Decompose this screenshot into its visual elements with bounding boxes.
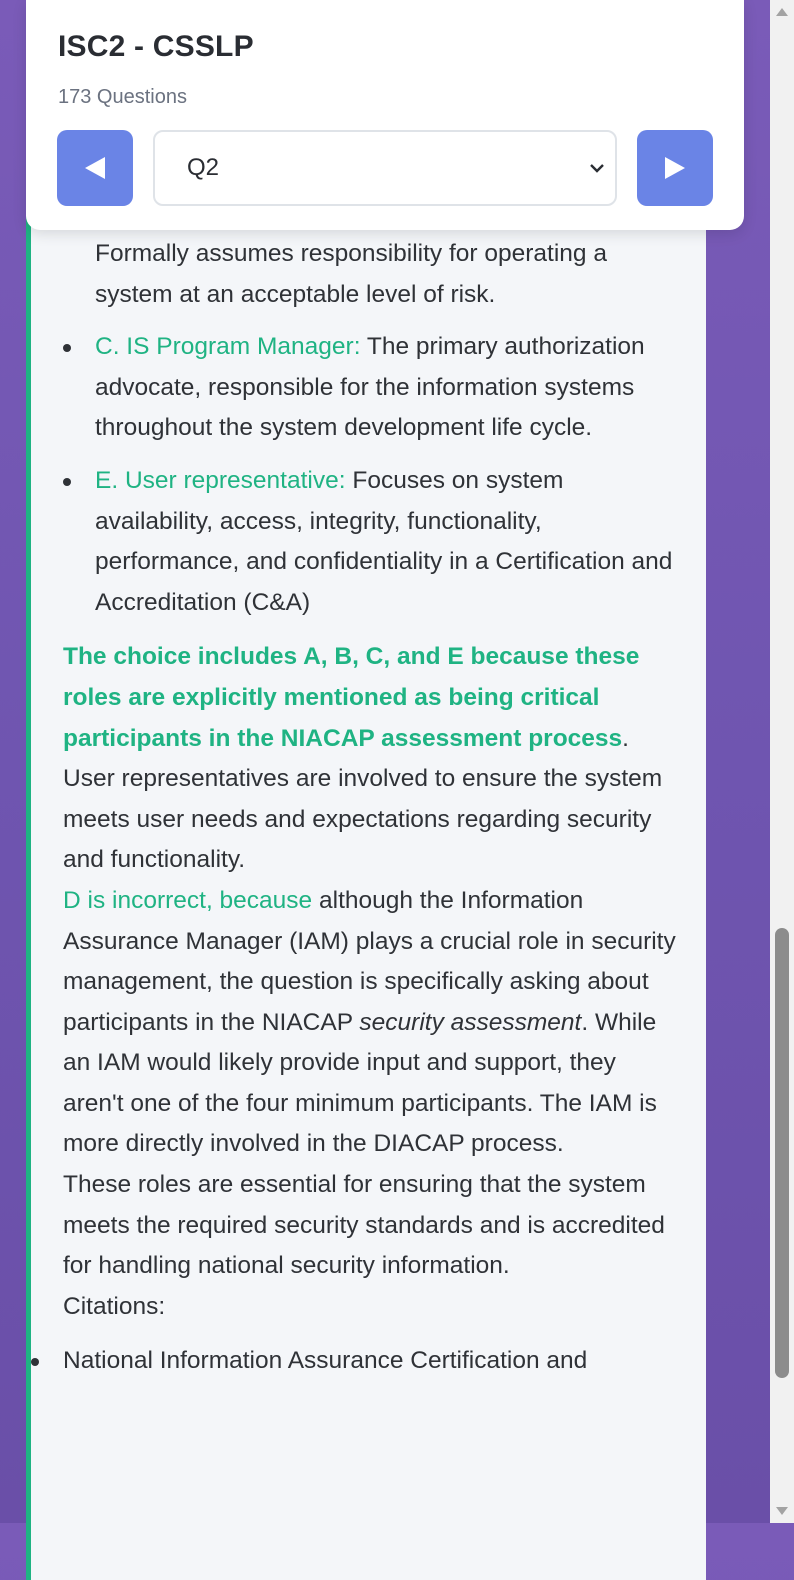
role-name: C. IS Program Manager: bbox=[95, 333, 361, 361]
correct-choice-rationale: . User representatives are involved to ensure the system meets user needs and expectations regarding security and functionality. bbox=[63, 724, 663, 874]
emphasis-text: security assessment bbox=[359, 1008, 582, 1036]
list-item bbox=[63, 327, 682, 449]
scroll-down-icon[interactable] bbox=[776, 1507, 788, 1515]
role-description: The primary authorization advocate, responsible for the information systems throughout the system development life cycle. bbox=[95, 333, 645, 442]
role-name: E. User representative: bbox=[95, 466, 346, 494]
previous-question-button[interactable] bbox=[57, 130, 133, 206]
citations-label: Citations: bbox=[63, 1292, 166, 1320]
citations-list bbox=[31, 1341, 682, 1382]
scroll-thumb[interactable] bbox=[775, 928, 789, 1378]
scroll-up-icon[interactable] bbox=[776, 8, 788, 16]
explanation-paragraphs bbox=[63, 637, 682, 1382]
list-item bbox=[63, 461, 682, 623]
roles-list bbox=[63, 327, 682, 623]
page-title: ISC2 - CSSLP bbox=[58, 30, 254, 63]
arrow-right-icon bbox=[661, 154, 689, 182]
vertical-scrollbar[interactable] bbox=[770, 0, 794, 1523]
selected-question: Q2 bbox=[187, 154, 220, 181]
correct-choice-statement: The choice includes A, B, C, and E because these roles are explicitly mentioned as being critical participants in the NIACAP assessment process bbox=[63, 643, 640, 752]
arrow-left-icon bbox=[81, 154, 109, 182]
quiz-header bbox=[26, 0, 744, 230]
incorrect-choice-text: although the Information Assurance Manager (IAM) plays a crucial role in security management, the question is specifically asking about participants in the NIACAP bbox=[63, 886, 676, 1036]
citation-item: National Information Assurance Certification and bbox=[31, 1341, 682, 1382]
incorrect-choice-text-continued: . While an IAM would likely provide input and support, they aren't one of the four minimum participants. The IAM is more directly involved in the DIACAP process. bbox=[63, 1008, 657, 1158]
question-navigation bbox=[57, 130, 713, 206]
next-question-button[interactable] bbox=[637, 130, 713, 206]
question-count: 173 Questions bbox=[58, 86, 187, 108]
summary-paragraph: These roles are essential for ensuring that the system meets the required security standards and is accredited for handling national security information. bbox=[63, 1171, 665, 1280]
chevron-down-icon bbox=[589, 158, 605, 178]
explanation-panel bbox=[26, 180, 706, 1580]
question-select[interactable] bbox=[153, 130, 617, 206]
role-description: Focuses on system availability, access, integrity, functionality, performance, and confidentiality in a Certification and Accreditation (C&A) bbox=[95, 466, 673, 616]
role-continuation-text: Formally assumes responsibility for operating a system at an acceptable level of risk. bbox=[95, 240, 607, 308]
incorrect-choice-lead: D is incorrect, because bbox=[63, 886, 313, 914]
